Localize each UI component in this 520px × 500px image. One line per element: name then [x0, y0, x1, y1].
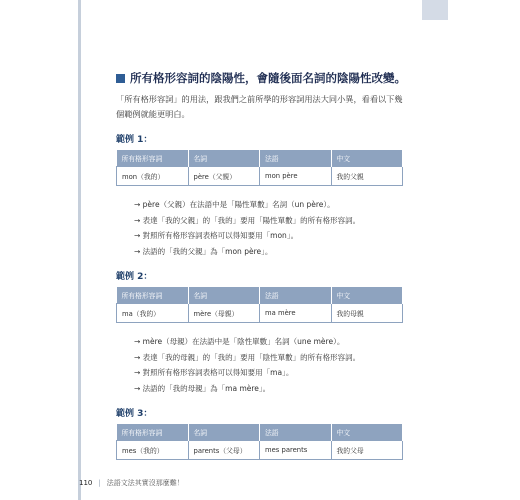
page-footer: [79, 478, 184, 488]
table-cell: ma（我的）: [117, 304, 189, 323]
table-header-cell: 所有格形容詞: [117, 424, 189, 441]
explanation-list: [134, 197, 406, 259]
section-heading: [116, 70, 406, 86]
table-header-row: [117, 150, 403, 167]
table-row: [117, 441, 403, 460]
explanation-item: → 法語的「我的父親」為「mon père」。: [134, 246, 273, 256]
explanation-item: → 對照所有格形容詞表格可以得知要用「mon」。: [134, 231, 299, 240]
table-cell: parents（父母）: [188, 441, 260, 460]
example-table: [116, 287, 403, 323]
explanation-item: → 表達「我的父親」的「我的」要用「陽性單數」的所有格形容詞。: [134, 215, 361, 225]
explanation-item: → mère（母親）在法語中是「陰性單數」名詞（une mère）。: [134, 337, 345, 346]
explanation-item: → 表達「我的母親」的「我的」要用「陰性單數」的所有格形容詞。: [134, 352, 361, 362]
table-header-cell: 法語: [260, 150, 332, 167]
example-table: [116, 424, 403, 460]
example-block-2: [116, 269, 406, 396]
page-margin-line: [78, 0, 81, 500]
table-cell: 我的父母: [331, 441, 403, 460]
table-cell: mes parents: [260, 441, 332, 460]
page-number: 110: [79, 479, 93, 487]
table-header-row: [117, 287, 403, 304]
table-cell: 我的父親: [331, 167, 403, 186]
table-header-cell: 所有格形容詞: [117, 287, 189, 304]
example-label: 範例 3：: [116, 409, 153, 419]
table-header-cell: 中文: [331, 287, 403, 304]
table-header-cell: 名詞: [188, 150, 260, 167]
example-block-1: [116, 132, 406, 259]
table-header-cell: 中文: [331, 150, 403, 167]
book-title: 法語文法其實沒那麼難！: [106, 479, 184, 487]
example-label: 範例 2：: [116, 272, 153, 282]
table-cell: mes（我的）: [117, 441, 189, 460]
table-row: [117, 167, 403, 186]
explanation-item: → 對照所有格形容詞表格可以得知要用「ma」。: [134, 368, 294, 377]
intro-paragraph: 「所有格形容詞」的用法，跟我們之前所學的形容詞用法大同小異，看看以下幾個範例就能更明白。: [116, 94, 403, 119]
explanation-item: → père（父親）在法語中是「陽性單數」名詞（un père）。: [134, 200, 335, 209]
table-cell: mon（我的）: [117, 167, 189, 186]
section-heading-text: 所有格形容詞的陰陽性，會隨後面名詞的陰陽性改變。: [130, 71, 406, 85]
explanation-list: [134, 334, 406, 396]
table-cell: mère（母親）: [188, 304, 260, 323]
table-cell: ma mère: [260, 304, 332, 323]
table-header-cell: 名詞: [188, 287, 260, 304]
square-bullet-icon: [116, 74, 125, 83]
explanation-item: → 法語的「我的母親」為「ma mère」。: [134, 383, 271, 393]
table-header-cell: 法語: [260, 287, 332, 304]
table-cell: 我的母親: [331, 304, 403, 323]
example-block-3: [116, 406, 406, 460]
example-table: [116, 150, 403, 186]
example-label: 範例 1：: [116, 135, 153, 145]
table-header-cell: 法語: [260, 424, 332, 441]
table-header-cell: 所有格形容詞: [117, 150, 189, 167]
table-row: [117, 304, 403, 323]
table-header-cell: 名詞: [188, 424, 260, 441]
table-cell: père（父親）: [188, 167, 260, 186]
table-header-row: [117, 424, 403, 441]
table-header-cell: 中文: [331, 424, 403, 441]
page-content: [116, 70, 406, 460]
page-corner-tab: [422, 0, 448, 20]
table-cell: mon père: [260, 167, 332, 186]
footer-separator: |: [98, 479, 101, 487]
